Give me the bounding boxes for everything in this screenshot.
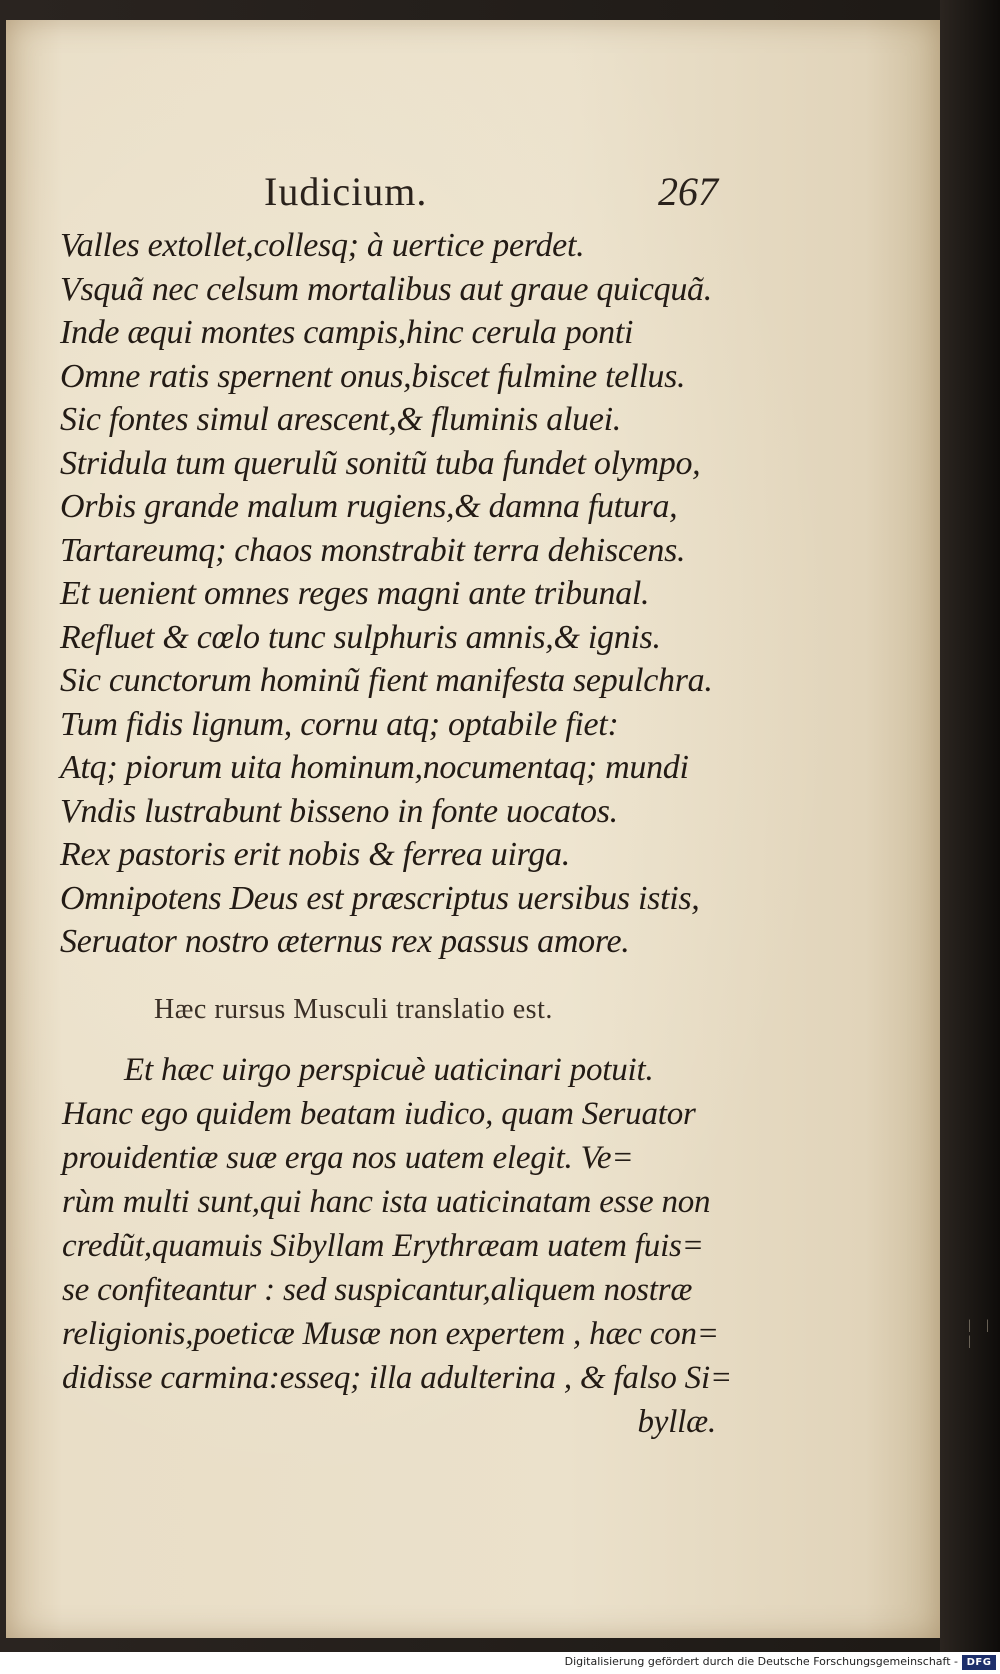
section-caption: Hæc rursus Musculi translatio est. — [154, 994, 553, 1025]
dfg-logo: DFG — [962, 1655, 996, 1670]
prose-line: religionis,poeticæ Musæ non expertem , hæc con= — [62, 1316, 719, 1352]
prose-line: Hanc ego quidem beatam iudico, quam Seruator — [62, 1096, 696, 1132]
verse-block — [60, 224, 760, 964]
verse-line: Stridula tum querulũ sonitũ tuba fundet olympo, — [60, 444, 701, 482]
verse-line: Inde æqui montes campis,hinc cerula ponti — [60, 314, 634, 351]
page-number: 267 — [658, 169, 718, 214]
prose-line: byllæ. — [637, 1404, 716, 1440]
verse-line: Vsquã nec celsum mortalibus aut graue quicquã. — [60, 270, 712, 308]
verse-line: Valles extollet,collesq; à uertice perdet. — [60, 227, 585, 264]
prose-line: credũt,quamuis Sibyllam Erythræam uatem fuis= — [62, 1228, 704, 1264]
verse-line: Tartareumq; chaos monstrabit terra dehiscens. — [60, 531, 686, 569]
verse-line: Sic fontes simul arescent,& fluminis aluei. — [60, 401, 621, 438]
prose-line: rùm multi sunt,qui hanc ista uaticinatam esse non — [62, 1184, 711, 1220]
prose-line: se confiteantur : sed suspicantur,aliquem nostræ — [62, 1272, 693, 1308]
prose-block — [62, 1048, 732, 1444]
verse-line: Atq; piorum uita hominum,nocumentaq; mundi — [60, 749, 689, 786]
verse-line: Rex pastoris erit nobis & ferrea uirga. — [60, 836, 570, 873]
verse-line: Tum fidis lignum, cornu atq; optabile fiet: — [60, 705, 619, 743]
verse-line: Orbis grande malum rugiens,& damna futura, — [60, 488, 678, 525]
verse-line: Omnipotens Deus est præscriptus uersibus istis, — [60, 879, 700, 917]
book-edge — [940, 0, 1000, 1674]
running-title: Iudicium. — [264, 169, 428, 214]
verse-line: Et uenient omnes reges magni ante tribunal. — [60, 575, 650, 612]
verse-line: Seruator nostro æternus rex passus amore. — [60, 923, 630, 960]
edge-marks: | | | — [968, 1318, 996, 1349]
prose-line: Et hæc uirgo perspicuè uaticinari potuit. — [124, 1052, 654, 1088]
prose-line: didisse carmina:esseq; illa adulterina , & falso Si= — [62, 1360, 732, 1396]
verse-line: Sic cunctorum hominũ fient manifesta sepulchra. — [60, 662, 713, 699]
verse-line: Vndis lustrabunt bisseno in fonte uocatos. — [60, 792, 618, 830]
prose-line: prouidentiæ suæ erga nos uatem elegit. Ve= — [62, 1140, 634, 1176]
digitization-footer — [0, 1652, 1000, 1674]
verse-line: Refluet & cœlo tunc sulphuris amnis,& ignis. — [60, 618, 661, 656]
running-head — [6, 168, 940, 218]
book-page — [6, 20, 940, 1638]
verse-line: Omne ratis spernent onus,biscet fulmine tellus. — [60, 357, 686, 395]
footer-credit: Digitalisierung gefördert durch die Deutsche Forschungsgemeinschaft - — [564, 1655, 958, 1668]
